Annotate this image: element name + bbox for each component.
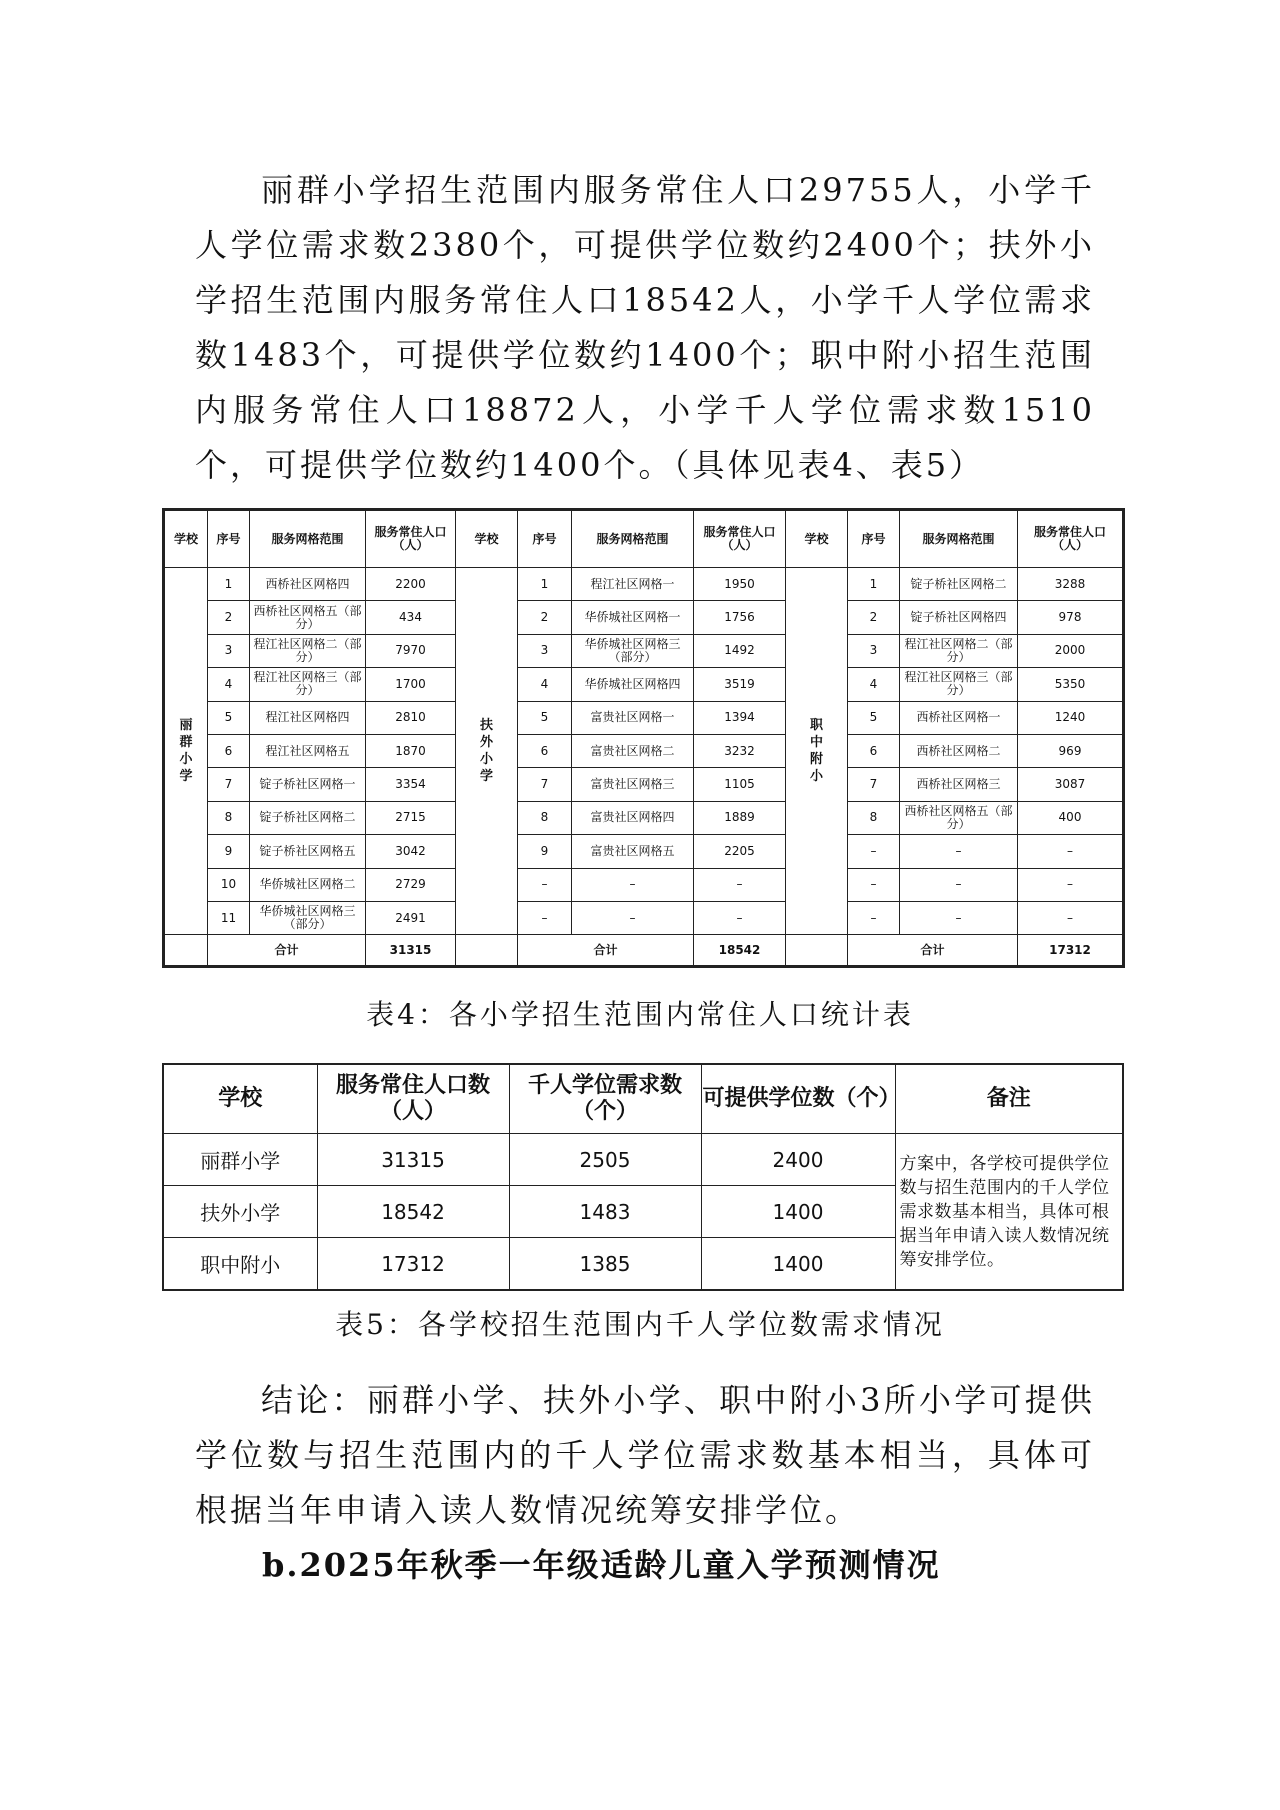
table4-population: 2000 [1018, 634, 1124, 667]
table-row [164, 801, 1124, 834]
table4-index: 9 [208, 835, 250, 868]
table4-total-blank [164, 935, 208, 967]
table4-grid: 程江社区网格三（部分） [250, 668, 366, 701]
table4-grid: 华侨城社区网格三（部分） [572, 634, 694, 667]
table4-population: 1700 [366, 668, 456, 701]
table4-grid: 锭子桥社区网格四 [900, 601, 1018, 634]
table4-index: 6 [208, 734, 250, 767]
table5-header-note: 备注 [895, 1064, 1123, 1134]
table4-grid: 华侨城社区网格二 [250, 868, 366, 901]
table4-population: 1756 [694, 601, 786, 634]
table4-school-label: 丽群小学 [179, 718, 193, 785]
table-row [164, 668, 1124, 701]
table4-grid: 程江社区网格四 [250, 701, 366, 734]
table4-total-label: 合计 [518, 935, 694, 967]
table4-population: 969 [1018, 734, 1124, 767]
table4-total-label: 合计 [848, 935, 1018, 967]
table5-demand: 1385 [509, 1238, 701, 1291]
table4-index: 3 [848, 634, 900, 667]
table4-grid: 程江社区网格一 [572, 568, 694, 601]
table4-grid: 程江社区网格二（部分） [250, 634, 366, 667]
table4-population: 1889 [694, 801, 786, 834]
table4-school-label: 职中附小 [809, 718, 823, 785]
table4-grid: 华侨城社区网格四 [572, 668, 694, 701]
table4-index: 2 [208, 601, 250, 634]
table4-caption: 表4：各小学招生范围内常住人口统计表 [366, 998, 914, 1031]
table4-index: 7 [848, 768, 900, 801]
table4-population: 7970 [366, 634, 456, 667]
table4-grid: 程江社区网格三（部分） [900, 668, 1018, 701]
table4-total-blank [456, 935, 518, 967]
table4-index: 10 [208, 868, 250, 901]
table4-grid: – [572, 868, 694, 901]
table4-population: 1492 [694, 634, 786, 667]
table-row [164, 734, 1124, 767]
table5-school: 丽群小学 [163, 1134, 317, 1186]
table4-index: 6 [848, 734, 900, 767]
table5-capacity: 1400 [701, 1186, 895, 1238]
table5-header-row [163, 1064, 1123, 1134]
table4-population: 2810 [366, 701, 456, 734]
table4-grid: 西桥社区网格四 [250, 568, 366, 601]
table4-index: 8 [848, 801, 900, 834]
table4-total-label: 合计 [208, 935, 366, 967]
table4-population: – [1018, 901, 1124, 934]
table4-index: – [848, 835, 900, 868]
table5-school: 职中附小 [163, 1238, 317, 1291]
table4-grid: 程江社区网格二（部分） [900, 634, 1018, 667]
table4-population: 2205 [694, 835, 786, 868]
table4-index: 5 [518, 701, 572, 734]
table4-index: 9 [518, 835, 572, 868]
table4-index: 4 [848, 668, 900, 701]
table4-grid: 锭子桥社区网格一 [250, 768, 366, 801]
table4-population: 1240 [1018, 701, 1124, 734]
table4-header-population: 服务常住人口（人） [694, 510, 786, 568]
table5-population: 17312 [317, 1238, 509, 1291]
table4-grid: 华侨城社区网格三（部分） [250, 901, 366, 934]
table4-population: 2715 [366, 801, 456, 834]
table5-population: 31315 [317, 1134, 509, 1186]
table-row [164, 868, 1124, 901]
table4-index: 7 [208, 768, 250, 801]
table4-header-grid: 服务网格范围 [572, 510, 694, 568]
table4-index: 8 [208, 801, 250, 834]
table4-index: – [518, 868, 572, 901]
table4-population: 434 [366, 601, 456, 634]
table4-index: 3 [518, 634, 572, 667]
table4-index: 2 [848, 601, 900, 634]
table4-grid: 富贵社区网格三 [572, 768, 694, 801]
table4-grid: 西桥社区网格五（部分） [250, 601, 366, 634]
table4-index: 3 [208, 634, 250, 667]
table4-population: – [1018, 868, 1124, 901]
table4-header-population: 服务常住人口（人） [366, 510, 456, 568]
table4-grid: 程江社区网格五 [250, 734, 366, 767]
table5-demand: 2505 [509, 1134, 701, 1186]
table5-demand: 1483 [509, 1186, 701, 1238]
table4-index: 2 [518, 601, 572, 634]
table5-seat-demand [162, 1063, 1124, 1291]
table4-population: 3087 [1018, 768, 1124, 801]
table4-total-value: 31315 [366, 935, 456, 967]
table-row [164, 901, 1124, 934]
table4-index: 4 [208, 668, 250, 701]
table4-population: 2729 [366, 868, 456, 901]
table5-capacity: 1400 [701, 1238, 895, 1291]
table-row [164, 601, 1124, 634]
table4-grid: 西桥社区网格二 [900, 734, 1018, 767]
table4-population: 5350 [1018, 668, 1124, 701]
paragraph-population-summary: 丽群小学招生范围内服务常住人口29755人，小学千人学位需求数2380个，可提供学位数约2400个；扶外小学招生范围内服务常住人口18542人，小学千人学位需求数1483个，可提供学位数约1400个；职中附小招生范围内服务常住人口18872人，小学千人学位需求数1510个，可提供学位数约1400个。（具体见表4、表5） [195, 171, 1095, 484]
table4-index: – [518, 901, 572, 934]
table4-school-name [164, 568, 208, 935]
table4-grid: – [900, 835, 1018, 868]
table5-header-capacity: 可提供学位数（个） [701, 1064, 895, 1134]
table4-header-index: 序号 [518, 510, 572, 568]
table4-grid: 锭子桥社区网格二 [900, 568, 1018, 601]
table4-population: 1105 [694, 768, 786, 801]
table4-header-school: 学校 [786, 510, 848, 568]
table4-grid: 锭子桥社区网格五 [250, 835, 366, 868]
table4-population: 2200 [366, 568, 456, 601]
table4-grid: 富贵社区网格四 [572, 801, 694, 834]
section-heading-b: b.2025年秋季一年级适龄儿童入学预测情况 [262, 1546, 941, 1584]
table4-index: – [848, 868, 900, 901]
table4-index: 5 [208, 701, 250, 734]
table4-population: 3232 [694, 734, 786, 767]
table5-capacity: 2400 [701, 1134, 895, 1186]
table4-population: – [694, 868, 786, 901]
table4-population: 2491 [366, 901, 456, 934]
table4-index: 11 [208, 901, 250, 934]
table5-school: 扶外小学 [163, 1186, 317, 1238]
table5-note: 方案中，各学校可提供学位数与招生范围内的千人学位需求数基本相当，具体可根据当年申请入读人数情况统筹安排学位。 [895, 1134, 1123, 1291]
table4-grid: 华侨城社区网格一 [572, 601, 694, 634]
table4-header-population: 服务常住人口（人） [1018, 510, 1124, 568]
table-row [164, 701, 1124, 734]
table4-header-index: 序号 [848, 510, 900, 568]
table4-population: – [694, 901, 786, 934]
table4-population-by-grid [162, 508, 1125, 968]
table4-grid: 富贵社区网格五 [572, 835, 694, 868]
table4-population: 400 [1018, 801, 1124, 834]
table5-header-population: 服务常住人口数（人） [317, 1064, 509, 1134]
table-row [164, 568, 1124, 601]
table4-grid: 富贵社区网格二 [572, 734, 694, 767]
table4-index: 4 [518, 668, 572, 701]
table4-index: 1 [518, 568, 572, 601]
table4-grid: – [900, 901, 1018, 934]
table4-grid: 西桥社区网格三 [900, 768, 1018, 801]
table5-population: 18542 [317, 1186, 509, 1238]
table4-total-blank [786, 935, 848, 967]
table4-population: 3519 [694, 668, 786, 701]
table-row [164, 634, 1124, 667]
table5-header-school: 学校 [163, 1064, 317, 1134]
table4-index: 7 [518, 768, 572, 801]
table4-index: 1 [208, 568, 250, 601]
table4-grid: 西桥社区网格一 [900, 701, 1018, 734]
table4-population: 3042 [366, 835, 456, 868]
table5-header-demand: 千人学位需求数（个） [509, 1064, 701, 1134]
table4-header-grid: 服务网格范围 [250, 510, 366, 568]
table4-school-name [786, 568, 848, 935]
table-row [163, 1134, 1123, 1186]
table4-total-row [164, 935, 1124, 967]
table-row [164, 835, 1124, 868]
table4-population: 978 [1018, 601, 1124, 634]
table4-grid: 锭子桥社区网格二 [250, 801, 366, 834]
table4-index: 1 [848, 568, 900, 601]
table4-population: 3288 [1018, 568, 1124, 601]
table4-index: – [848, 901, 900, 934]
table4-header-school: 学校 [456, 510, 518, 568]
table4-population: 3354 [366, 768, 456, 801]
table4-grid: – [900, 868, 1018, 901]
table4-total-value: 17312 [1018, 935, 1124, 967]
table4-grid: 富贵社区网格一 [572, 701, 694, 734]
table4-header-school: 学校 [164, 510, 208, 568]
table4-index: 8 [518, 801, 572, 834]
table4-header-row [164, 510, 1124, 568]
table4-grid: 西桥社区网格五（部分） [900, 801, 1018, 834]
table4-school-name [456, 568, 518, 935]
table4-population: 1870 [366, 734, 456, 767]
table4-index: 6 [518, 734, 572, 767]
table4-header-grid: 服务网格范围 [900, 510, 1018, 568]
table4-school-label: 扶外小学 [479, 718, 493, 785]
paragraph-conclusion: 结论：丽群小学、扶外小学、职中附小3所小学可提供学位数与招生范围内的千人学位需求数基本相当，具体可根据当年申请入读人数情况统筹安排学位。 [195, 1381, 1095, 1529]
table4-population: 1394 [694, 701, 786, 734]
table4-population: – [1018, 835, 1124, 868]
table-row [164, 768, 1124, 801]
table4-grid: – [572, 901, 694, 934]
table4-header-index: 序号 [208, 510, 250, 568]
table4-population: 1950 [694, 568, 786, 601]
table5-caption: 表5：各学校招生范围内千人学位数需求情况 [335, 1308, 945, 1341]
table4-index: 5 [848, 701, 900, 734]
table4-total-value: 18542 [694, 935, 786, 967]
